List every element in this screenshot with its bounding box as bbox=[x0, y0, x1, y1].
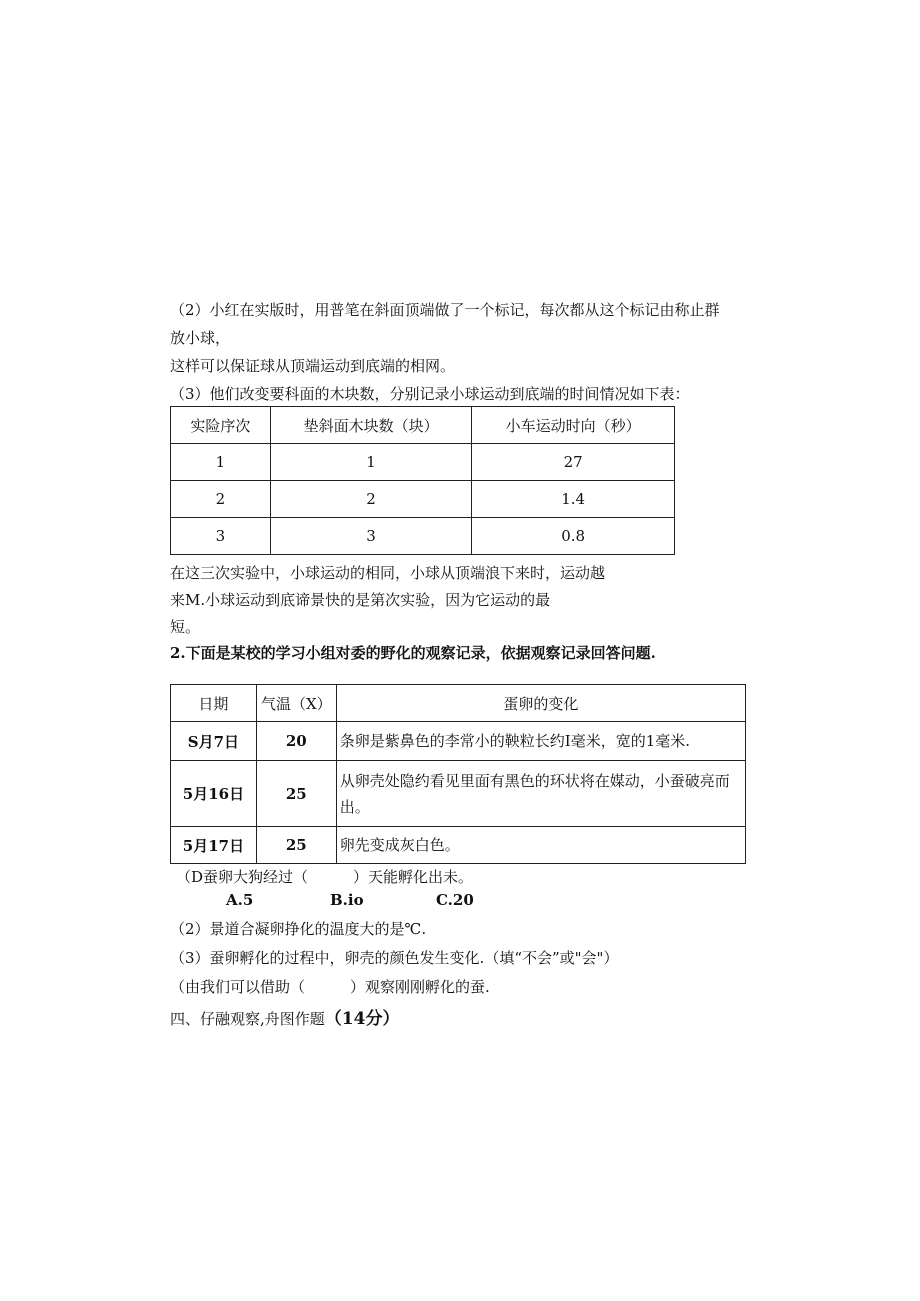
section2-q1: （D蚕卵大狗经过（ ）天能孵化出未。 bbox=[176, 868, 474, 886]
section2-q3: （3）蚕卵孵化的过程中，卵壳的颜色发生变化.（填“不会”或"会"） bbox=[170, 949, 619, 967]
table-cell: 2 bbox=[171, 481, 271, 518]
option-b: B.io bbox=[330, 891, 364, 909]
table-row bbox=[171, 444, 675, 481]
table-row bbox=[171, 827, 746, 864]
table-cell: 0.8 bbox=[472, 518, 675, 555]
table-cell: 卵先变成灰白色。 bbox=[336, 827, 745, 864]
table-row bbox=[171, 761, 746, 827]
table-row bbox=[171, 518, 675, 555]
table-header-row bbox=[171, 407, 675, 444]
table-cell: 3 bbox=[270, 518, 472, 555]
observation-table bbox=[170, 684, 746, 864]
experiment-table bbox=[170, 406, 675, 555]
q3-after-line1: 在这三次实验中，小球运动的相同，小球从顶端浪下来时，运动越 bbox=[170, 564, 606, 582]
table-row bbox=[171, 722, 746, 761]
header-cell: 日期 bbox=[171, 685, 257, 722]
option-c: C.20 bbox=[436, 891, 474, 909]
q2-line1: （2）小红在实版时，用普笔在斜面顶端做了一个标记，每次都从这个标记由称止群 bbox=[170, 301, 720, 319]
table-cell: 20 bbox=[256, 722, 336, 761]
table-cell: S月7日 bbox=[171, 722, 257, 761]
table-cell: 2 bbox=[270, 481, 472, 518]
table-cell: 25 bbox=[256, 761, 336, 827]
option-a: A.5 bbox=[226, 891, 254, 909]
header-cell: 气温（X） bbox=[256, 685, 336, 722]
table-cell: 3 bbox=[171, 518, 271, 555]
table-cell: 条卵是紫鼻色的李常小的鞅粒长约I毫米，宽的1毫米. bbox=[336, 722, 745, 761]
table-cell: 1 bbox=[171, 444, 271, 481]
header-cell: 小车运动时向（秒） bbox=[472, 407, 675, 444]
section4-title-score: （14分） bbox=[324, 1009, 400, 1029]
q2-line3: 这样可以保证球从顶端运动到底端的相网。 bbox=[170, 357, 456, 375]
table-cell: 从卵壳处隐约看见里面有黑色的环状将在媒动，小蚕破亮而出。 bbox=[336, 761, 745, 827]
header-cell: 实险序次 bbox=[171, 407, 271, 444]
q2-line2: 放小球， bbox=[170, 329, 231, 347]
table-cell: 1.4 bbox=[472, 481, 675, 518]
section4-title bbox=[170, 1009, 399, 1029]
q3-intro: （3）他们改变要科面的木块数，分别记录小球运动到底端的时间情况如下表： bbox=[170, 385, 690, 403]
header-cell: 垫斜面木块数（块） bbox=[270, 407, 472, 444]
section4-title-main: 四、仔融观察,舟图作题 bbox=[170, 1010, 325, 1028]
q3-after-line3: 短。 bbox=[170, 618, 201, 636]
q3-after-line2: 来M.小球运动到底谛景快的是第次实验，因为它运动的最 bbox=[170, 591, 551, 609]
table-cell: 27 bbox=[472, 444, 675, 481]
section2-q2: （2）景道合凝卵挣化的温度大的是℃. bbox=[170, 920, 427, 938]
table-cell: 5月16日 bbox=[171, 761, 257, 827]
table-cell: 5月17日 bbox=[171, 827, 257, 864]
table-row bbox=[171, 481, 675, 518]
table-cell: 1 bbox=[270, 444, 472, 481]
table-header-row bbox=[171, 685, 746, 722]
section2-title: 2.下面是某校的学习小组对委的野化的观察记录，依据观察记录回答问题. bbox=[170, 644, 656, 662]
section2-q4: （由我们可以借助（ ）观察刚刚孵化的蚕. bbox=[170, 978, 490, 996]
header-cell: 蛋卵的变化 bbox=[336, 685, 745, 722]
table-cell: 25 bbox=[256, 827, 336, 864]
